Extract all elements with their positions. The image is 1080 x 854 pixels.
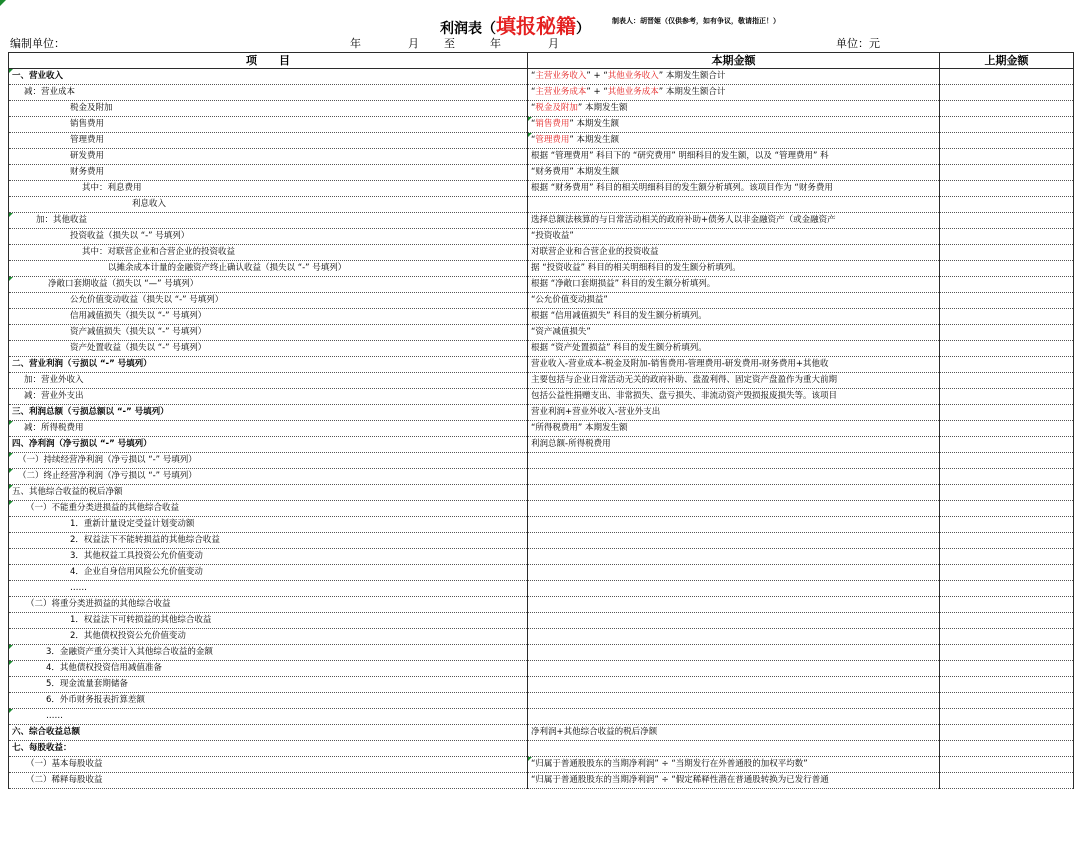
table-row xyxy=(9,293,1074,309)
table-row xyxy=(9,405,1074,421)
item-cell[interactable]: （二）将重分类进损益的其他综合收益 xyxy=(9,597,528,613)
author-note: 制表人：胡晋姬（仅供参考，如有争议，敬请指正！） xyxy=(612,17,780,25)
item-cell[interactable]: …… xyxy=(9,709,528,725)
table-row xyxy=(9,133,1074,149)
current-amount-cell[interactable] xyxy=(528,725,940,741)
item-cell[interactable]: 5．现金流量套期储备 xyxy=(9,677,528,693)
table-row xyxy=(9,517,1074,533)
item-cell[interactable]: 其中：对联营企业和合营企业的投资收益 xyxy=(9,245,528,261)
formula-text: “资产减值损失” xyxy=(531,327,591,337)
current-amount-cell[interactable] xyxy=(528,117,940,133)
table-row xyxy=(9,661,1074,677)
item-cell[interactable]: 三、利润总额（亏损总额以 “-” 号填列） xyxy=(9,405,528,421)
to-label: 至 xyxy=(444,37,455,50)
current-amount-cell[interactable] xyxy=(528,197,940,213)
item-cell[interactable]: 净敞口套期收益（损失以 “—” 号填列） xyxy=(9,277,528,293)
table-row xyxy=(9,613,1074,629)
item-cell[interactable]: 3．其他权益工具投资公允价值变动 xyxy=(9,549,528,565)
current-amount-cell[interactable] xyxy=(528,149,940,165)
table-row xyxy=(9,581,1074,597)
table-row xyxy=(9,437,1074,453)
title-text: 利润表（ xyxy=(440,21,496,37)
prior-amount-cell[interactable] xyxy=(940,437,1074,453)
prior-amount-cell[interactable] xyxy=(940,645,1074,661)
formula-text: “财务费用” 本期发生额 xyxy=(531,167,620,177)
table-header-row xyxy=(9,53,1074,69)
formula-text: ” + “ xyxy=(586,87,608,97)
table-row xyxy=(9,597,1074,613)
item-cell[interactable]: 资产减值损失（损失以 “-” 号填列） xyxy=(9,325,528,341)
formula-text: ” 本期发生额 xyxy=(577,103,628,113)
table-row xyxy=(9,149,1074,165)
prior-amount-cell[interactable] xyxy=(940,773,1074,789)
account-name-highlight: 管理费用 xyxy=(535,135,570,145)
current-amount-cell[interactable] xyxy=(528,101,940,117)
item-cell[interactable]: 加：营业外收入 xyxy=(9,373,528,389)
prior-amount-cell[interactable] xyxy=(940,469,1074,485)
item-cell[interactable]: 销售费用 xyxy=(9,117,528,133)
table-row xyxy=(9,453,1074,469)
current-amount-cell[interactable] xyxy=(528,613,940,629)
prior-amount-cell[interactable] xyxy=(940,69,1074,85)
table-row xyxy=(9,373,1074,389)
item-cell[interactable]: 财务费用 xyxy=(9,165,528,181)
prior-amount-cell[interactable] xyxy=(940,613,1074,629)
prior-amount-cell[interactable] xyxy=(940,341,1074,357)
item-cell[interactable]: 四、净利润（净亏损以 “-” 号填列） xyxy=(9,437,528,453)
formula-text: “归属于普通股股东的当期净利润” ÷ “假定稀释性潜在普通股转换为已发行普通 xyxy=(531,775,829,785)
prior-amount-cell[interactable] xyxy=(940,133,1074,149)
table-row xyxy=(9,197,1074,213)
current-amount-cell[interactable] xyxy=(528,165,940,181)
table-row xyxy=(9,629,1074,645)
current-amount-cell[interactable] xyxy=(528,277,940,293)
item-cell[interactable]: （一）持续经营净利润（净亏损以 “-” 号填列） xyxy=(9,453,528,469)
current-amount-cell[interactable] xyxy=(528,181,940,197)
account-name-highlight: 税金及附加 xyxy=(535,103,578,113)
prior-amount-cell[interactable] xyxy=(940,405,1074,421)
item-cell[interactable]: 1．权益法下可转损益的其他综合收益 xyxy=(9,613,528,629)
report-meta-row xyxy=(0,35,1080,51)
account-name-highlight: 其他业务成本 xyxy=(607,87,659,97)
item-cell[interactable]: 研发费用 xyxy=(9,149,528,165)
current-amount-cell[interactable] xyxy=(528,677,940,693)
current-amount-cell[interactable] xyxy=(528,773,940,789)
prior-amount-cell[interactable] xyxy=(940,165,1074,181)
table-row xyxy=(9,693,1074,709)
current-amount-cell[interactable] xyxy=(528,293,940,309)
table-row xyxy=(9,389,1074,405)
prior-amount-cell[interactable] xyxy=(940,533,1074,549)
formula-text: 根据 “信用减值损失” 科目的发生额分析填列。 xyxy=(531,311,707,321)
prior-amount-cell[interactable] xyxy=(940,245,1074,261)
current-amount-cell[interactable] xyxy=(528,501,940,517)
current-amount-cell[interactable] xyxy=(528,389,940,405)
current-amount-cell[interactable] xyxy=(528,661,940,677)
title-close: ） xyxy=(576,21,590,37)
current-amount-cell[interactable] xyxy=(528,485,940,501)
item-cell[interactable]: （二）终止经营净利润（净亏损以 “-” 号填列） xyxy=(9,469,528,485)
current-amount-cell[interactable] xyxy=(528,757,940,773)
current-amount-cell[interactable] xyxy=(528,517,940,533)
prior-amount-cell[interactable] xyxy=(940,501,1074,517)
item-cell[interactable]: 减：营业外支出 xyxy=(9,389,528,405)
year-label-1: 年 xyxy=(350,37,361,50)
table-row xyxy=(9,85,1074,101)
table-row xyxy=(9,501,1074,517)
formula-text: 选择总额法核算的与日常活动相关的政府补助+债务人以非金融资产（或金融资产 xyxy=(531,215,836,225)
current-amount-cell[interactable] xyxy=(528,261,940,277)
table-row xyxy=(9,117,1074,133)
table-row xyxy=(9,229,1074,245)
formula-text: 据 “投资收益” 科目的相关明细科目的发生额分析填列。 xyxy=(531,263,741,273)
formula-text: 利润总额-所得税费用 xyxy=(531,439,611,449)
item-cell[interactable]: 一、营业收入 xyxy=(9,69,528,85)
formula-text: 根据 “财务费用” 科目的相关明细科目的发生额分析填列。该项目作为 “财务费用 xyxy=(531,183,833,193)
item-cell[interactable]: 二、营业利润（亏损以 “-” 号填列） xyxy=(9,357,528,373)
table-row xyxy=(9,565,1074,581)
formula-text: “归属于普通股股东的当期净利润” ÷ “当期发行在外普通股的加权平均数” xyxy=(531,759,808,769)
current-amount-cell[interactable] xyxy=(528,533,940,549)
prior-amount-cell[interactable] xyxy=(940,309,1074,325)
prior-amount-cell[interactable] xyxy=(940,629,1074,645)
account-name-highlight: 销售费用 xyxy=(535,119,570,129)
prior-amount-cell[interactable] xyxy=(940,757,1074,773)
current-amount-cell[interactable] xyxy=(528,357,940,373)
prior-amount-cell[interactable] xyxy=(940,709,1074,725)
item-cell[interactable]: 六、综合收益总额 xyxy=(9,725,528,741)
current-amount-cell[interactable] xyxy=(528,629,940,645)
table-row xyxy=(9,69,1074,85)
item-cell[interactable]: 以摊余成本计量的金融资产终止确认收益（损失以 “-” 号填列） xyxy=(9,261,528,277)
prior-amount-cell[interactable] xyxy=(940,453,1074,469)
prior-amount-cell[interactable] xyxy=(940,357,1074,373)
current-amount-cell[interactable] xyxy=(528,341,940,357)
formula-text: ” 本期发生额 xyxy=(569,119,620,129)
prior-amount-cell[interactable] xyxy=(940,597,1074,613)
item-cell[interactable]: 五、其他综合收益的税后净额 xyxy=(9,485,528,501)
current-amount-cell[interactable] xyxy=(528,549,940,565)
column-header-current: 本期金额 xyxy=(528,53,940,69)
table-row xyxy=(9,485,1074,501)
formula-text: 净利润+其他综合收益的税后净额 xyxy=(531,727,658,737)
column-header-item: 项 目 xyxy=(9,53,528,69)
current-amount-cell[interactable] xyxy=(528,581,940,597)
table-row xyxy=(9,309,1074,325)
table-row xyxy=(9,101,1074,117)
item-cell[interactable]: 公允价值变动收益（损失以 “-” 号填列） xyxy=(9,293,528,309)
table-row xyxy=(9,677,1074,693)
formula-text: 主要包括与企业日常活动无关的政府补助、盘盈利得、固定资产盘盈作为重大前期 xyxy=(531,375,838,385)
formula-text: 营业收入-营业成本-税金及附加-销售费用-管理费用-研发费用-财务费用+其他收 xyxy=(531,359,829,369)
formula-text: “公允价值变动损益” xyxy=(531,295,608,305)
prior-amount-cell[interactable] xyxy=(940,549,1074,565)
current-amount-cell[interactable] xyxy=(528,597,940,613)
formula-text: “投资收益” xyxy=(531,231,574,241)
account-name-highlight: 主营业务收入 xyxy=(535,71,587,81)
current-amount-cell[interactable] xyxy=(528,453,940,469)
prior-amount-cell[interactable] xyxy=(940,117,1074,133)
prior-amount-cell[interactable] xyxy=(940,261,1074,277)
item-cell[interactable]: 1．重新计量设定受益计划变动额 xyxy=(9,517,528,533)
current-amount-cell[interactable] xyxy=(528,421,940,437)
formula-text: “ xyxy=(531,135,536,145)
item-cell[interactable]: （一）不能重分类进损益的其他综合收益 xyxy=(9,501,528,517)
prior-amount-cell[interactable] xyxy=(940,517,1074,533)
prior-amount-cell[interactable] xyxy=(940,421,1074,437)
item-cell[interactable]: 减：营业成本 xyxy=(9,85,528,101)
current-amount-cell[interactable] xyxy=(528,133,940,149)
account-name-highlight: 主营业务成本 xyxy=(535,87,587,97)
title-highlight: 填报秘籍 xyxy=(496,14,576,38)
current-amount-cell[interactable] xyxy=(528,213,940,229)
prior-amount-cell[interactable] xyxy=(940,725,1074,741)
table-row xyxy=(9,757,1074,773)
item-cell[interactable]: 4．企业自身信用风险公允价值变动 xyxy=(9,565,528,581)
prior-amount-cell[interactable] xyxy=(940,741,1074,757)
formula-text: ” 本期发生额 xyxy=(569,135,620,145)
prior-amount-cell[interactable] xyxy=(940,485,1074,501)
month-label-1: 月 xyxy=(408,37,419,50)
current-amount-cell[interactable] xyxy=(528,373,940,389)
prior-amount-cell[interactable] xyxy=(940,325,1074,341)
formula-text: 营业利润+营业外收入-营业外支出 xyxy=(531,407,661,417)
formula-text: “ xyxy=(531,103,536,113)
item-cell[interactable]: 信用减值损失（损失以 “-” 号填列） xyxy=(9,309,528,325)
current-amount-cell[interactable] xyxy=(528,693,940,709)
current-amount-cell[interactable] xyxy=(528,709,940,725)
item-cell[interactable]: 利息收入 xyxy=(9,197,528,213)
prior-amount-cell[interactable] xyxy=(940,213,1074,229)
prior-amount-cell[interactable] xyxy=(940,229,1074,245)
formula-text: ” 本期发生额合计 xyxy=(658,87,726,97)
table-row xyxy=(9,277,1074,293)
item-cell[interactable]: （二）稀释每股收益 xyxy=(9,773,528,789)
item-cell[interactable]: 2．其他债权投资公允价值变动 xyxy=(9,629,528,645)
formula-text: 根据 “净敞口套期损益” 科目的发生额分析填列。 xyxy=(531,279,716,289)
item-cell[interactable]: 其中：利息费用 xyxy=(9,181,528,197)
table-row xyxy=(9,469,1074,485)
table-row xyxy=(9,341,1074,357)
item-cell[interactable]: 4．其他债权投资信用减值准备 xyxy=(9,661,528,677)
table-row xyxy=(9,421,1074,437)
prior-amount-cell[interactable] xyxy=(940,661,1074,677)
current-amount-cell[interactable] xyxy=(528,741,940,757)
prior-amount-cell[interactable] xyxy=(940,277,1074,293)
table-row xyxy=(9,325,1074,341)
prior-amount-cell[interactable] xyxy=(940,197,1074,213)
table-row xyxy=(9,549,1074,565)
currency-unit: 单位：元 xyxy=(836,37,880,50)
formula-text: 包括公益性捐赠支出、非常损失、盘亏损失、非流动资产毁损报废损失等。该项目 xyxy=(531,391,838,401)
column-header-prior: 上期金额 xyxy=(940,53,1074,69)
current-amount-cell[interactable] xyxy=(528,229,940,245)
current-amount-cell[interactable] xyxy=(528,69,940,85)
prior-amount-cell[interactable] xyxy=(940,149,1074,165)
formula-text: “ xyxy=(531,71,536,81)
item-cell[interactable]: 资产处置收益（损失以 “-” 号填列） xyxy=(9,341,528,357)
item-cell[interactable]: 税金及附加 xyxy=(9,101,528,117)
table-row xyxy=(9,773,1074,789)
item-cell[interactable]: （一）基本每股收益 xyxy=(9,757,528,773)
prior-amount-cell[interactable] xyxy=(940,293,1074,309)
table-row xyxy=(9,741,1074,757)
prior-amount-cell[interactable] xyxy=(940,677,1074,693)
formula-text: 对联营企业和合营企业的投资收益 xyxy=(531,247,659,257)
formula-text: “ xyxy=(531,119,536,129)
current-amount-cell[interactable] xyxy=(528,245,940,261)
table-row xyxy=(9,645,1074,661)
table-row xyxy=(9,181,1074,197)
formula-text: “ xyxy=(531,87,536,97)
table-row xyxy=(9,213,1074,229)
formula-text: 根据 “资产处置损益” 科目的发生额分析填列。 xyxy=(531,343,707,353)
year-label-2: 年 xyxy=(490,37,501,50)
current-amount-cell[interactable] xyxy=(528,565,940,581)
item-cell[interactable]: 七、每股收益： xyxy=(9,741,528,757)
current-amount-cell[interactable] xyxy=(528,437,940,453)
item-cell[interactable]: 3．金融资产重分类计入其他综合收益的金额 xyxy=(9,645,528,661)
formula-text: ” + “ xyxy=(586,71,608,81)
item-cell[interactable]: 减：所得税费用 xyxy=(9,421,528,437)
item-cell[interactable]: 6．外币财务报表折算差额 xyxy=(9,693,528,709)
prior-amount-cell[interactable] xyxy=(940,693,1074,709)
prior-amount-cell[interactable] xyxy=(940,101,1074,117)
prior-amount-cell[interactable] xyxy=(940,85,1074,101)
table-row xyxy=(9,245,1074,261)
item-cell[interactable]: 2．权益法下不能转损益的其他综合收益 xyxy=(9,533,528,549)
formula-text: “所得税费用” 本期发生额 xyxy=(531,423,628,433)
table-row xyxy=(9,357,1074,373)
current-amount-cell[interactable] xyxy=(528,325,940,341)
income-statement-table xyxy=(8,52,1074,789)
month-label-2: 月 xyxy=(548,37,559,50)
table-row xyxy=(9,725,1074,741)
prior-amount-cell[interactable] xyxy=(940,565,1074,581)
prior-amount-cell[interactable] xyxy=(940,389,1074,405)
current-amount-cell[interactable] xyxy=(528,469,940,485)
current-amount-cell[interactable] xyxy=(528,405,940,421)
item-cell[interactable]: 管理费用 xyxy=(9,133,528,149)
prior-amount-cell[interactable] xyxy=(940,181,1074,197)
item-cell[interactable]: …… xyxy=(9,581,528,597)
table-body xyxy=(9,69,1074,789)
current-amount-cell[interactable] xyxy=(528,645,940,661)
unit-label: 编制单位： xyxy=(10,37,65,50)
table-row xyxy=(9,709,1074,725)
prior-amount-cell[interactable] xyxy=(940,373,1074,389)
account-name-highlight: 其他业务收入 xyxy=(607,71,659,81)
item-cell[interactable]: 加：其他收益 xyxy=(9,213,528,229)
item-cell[interactable]: 投资收益（损失以 “-” 号填列） xyxy=(9,229,528,245)
prior-amount-cell[interactable] xyxy=(940,581,1074,597)
title-row xyxy=(0,4,1080,38)
formula-text: 根据 “管理费用” 科目下的 “研究费用” 明细科目的发生额，以及 “管理费用” 科 xyxy=(531,151,829,161)
table-row xyxy=(9,165,1074,181)
current-amount-cell[interactable] xyxy=(528,309,940,325)
table-row xyxy=(9,533,1074,549)
table-row xyxy=(9,261,1074,277)
formula-text: ” 本期发生额合计 xyxy=(658,71,726,81)
current-amount-cell[interactable] xyxy=(528,85,940,101)
